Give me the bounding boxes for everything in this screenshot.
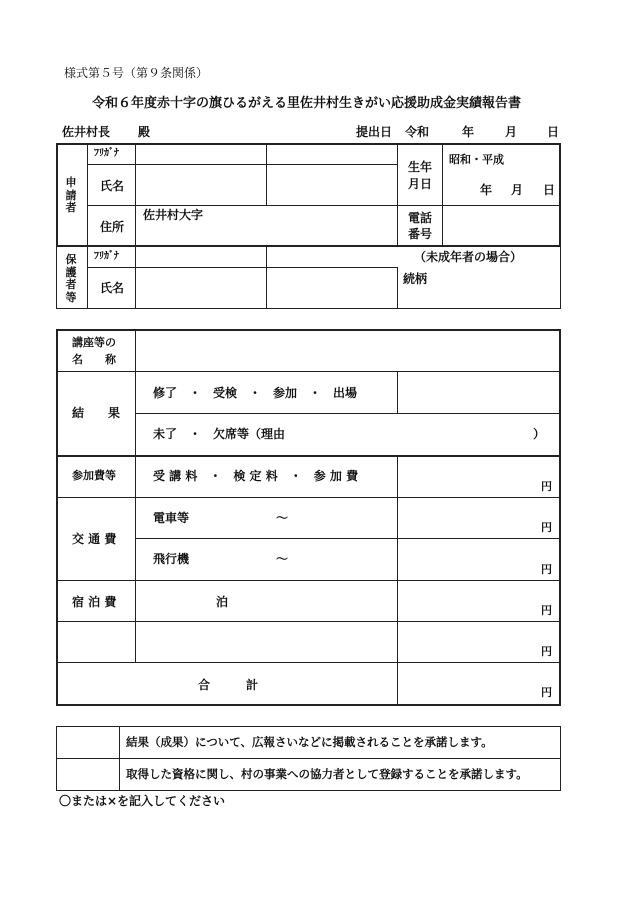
guardian-minor-note: （未成年者の場合） — [414, 250, 523, 264]
other-expense-detail-field[interactable] — [137, 623, 396, 661]
plane-fare-amount[interactable] — [399, 540, 558, 579]
lodging-fee-label: 宿 泊 費 — [72, 595, 117, 609]
train-label: 電車等 — [153, 511, 190, 525]
phone-label-line2: 番号 — [408, 227, 433, 241]
applicant-furigana-label: ﾌﾘｶﾞﾅ — [94, 148, 119, 159]
yen-unit: 円 — [541, 645, 552, 658]
applicant-address-field[interactable] — [137, 207, 395, 244]
total-amount[interactable] — [399, 664, 558, 703]
applicant-furigana-field[interactable] — [137, 145, 265, 163]
phone-field[interactable] — [444, 207, 558, 244]
honorific: 殿 — [138, 125, 151, 139]
yen-unit: 円 — [541, 604, 552, 617]
yen-unit: 円 — [541, 521, 552, 534]
applicant-section-label: 申 請 者 — [65, 176, 77, 215]
guardian-relationship-label: 続柄 — [403, 272, 428, 286]
train-route-tilde: ～ — [276, 511, 289, 525]
birth-era-options[interactable]: 昭和・平成 — [449, 153, 504, 166]
result-incomplete-options[interactable]: 未了 ・ 欠席等（理由 — [153, 427, 286, 441]
course-label-line1: 講座等の — [72, 336, 116, 349]
consent-instruction: 〇または×を記入してください — [59, 794, 226, 808]
guardian-furigana-field[interactable] — [137, 248, 265, 266]
guardian-furigana-label: ﾌﾘｶﾞﾅ — [94, 251, 119, 262]
applicant-name-label: 氏名 — [100, 179, 125, 193]
other-expense-label-field[interactable] — [58, 623, 134, 661]
submission-date-label: 提出日 — [356, 125, 393, 139]
total-label: 合 計 — [198, 678, 259, 692]
yen-unit: 円 — [541, 686, 552, 699]
guardian-name-label: 氏名 — [100, 281, 125, 295]
other-expense-amount[interactable] — [399, 623, 558, 661]
participation-fee-amount[interactable] — [399, 457, 558, 496]
yen-unit: 円 — [541, 563, 552, 576]
nights-unit: 泊 — [216, 595, 229, 609]
guardian-section-label: 保 護 者 等 — [65, 253, 77, 304]
result-completed-options[interactable]: 修了 ・ 受検 ・ 参加 ・ 出場 — [153, 386, 358, 400]
course-name-field[interactable] — [137, 331, 558, 370]
form-number: 様式第５号（第９条関係） — [64, 66, 209, 80]
addressee: 佐井村長 — [62, 125, 111, 139]
participation-fee-label: 参加費等 — [72, 469, 116, 482]
result-label: 結 果 — [72, 406, 121, 420]
participation-fee-options[interactable]: 受 講 料 ・ 検 定 料 ・ 参 加 費 — [153, 469, 359, 483]
train-fare-amount[interactable] — [399, 499, 558, 537]
birth-label-line2: 月日 — [408, 177, 433, 191]
consent-mark-field-1[interactable] — [58, 728, 118, 757]
phone-label-line1: 電話 — [408, 211, 433, 225]
submission-month-label: 月 — [505, 125, 518, 139]
applicant-address-label: 住所 — [100, 220, 125, 234]
plane-label: 飛行機 — [153, 552, 190, 566]
transport-fee-label: 交 通 費 — [72, 532, 117, 546]
applicant-name-field[interactable] — [137, 166, 395, 204]
birth-label-line1: 生年 — [408, 160, 433, 174]
document-title: 令和６年度赤十字の旗ひるがえる里佐井村生きがい応援助成金実績報告書 — [92, 96, 522, 111]
submission-day-label: 日 — [547, 125, 560, 139]
birth-year-label: 年 — [480, 183, 493, 197]
yen-unit: 円 — [541, 480, 552, 493]
applicant-furigana-field-2[interactable] — [268, 145, 396, 163]
submission-era: 令和 — [405, 125, 430, 139]
course-label-line2: 名 称 — [72, 353, 116, 366]
consent-statement-1: 結果（成果）について、広報さいなどに掲載されることを承諾します。 — [126, 735, 493, 749]
guardian-relationship-field[interactable] — [399, 269, 558, 307]
applicant-address-value: 佐井村大字 — [143, 208, 204, 222]
consent-mark-field-2[interactable] — [58, 760, 118, 789]
submission-year-label: 年 — [462, 125, 475, 139]
birth-day-label: 日 — [543, 183, 556, 197]
lodging-fee-amount[interactable] — [399, 582, 558, 620]
result-close-paren: ） — [533, 427, 546, 441]
guardian-name-field[interactable] — [137, 269, 395, 307]
result-completed-detail-field[interactable] — [399, 373, 558, 412]
plane-route-tilde: ～ — [276, 552, 289, 566]
birth-month-label: 月 — [511, 183, 524, 197]
consent-statement-2: 取得した資格に関し、村の事業への協力者として登録することを承諾します。 — [126, 767, 528, 781]
